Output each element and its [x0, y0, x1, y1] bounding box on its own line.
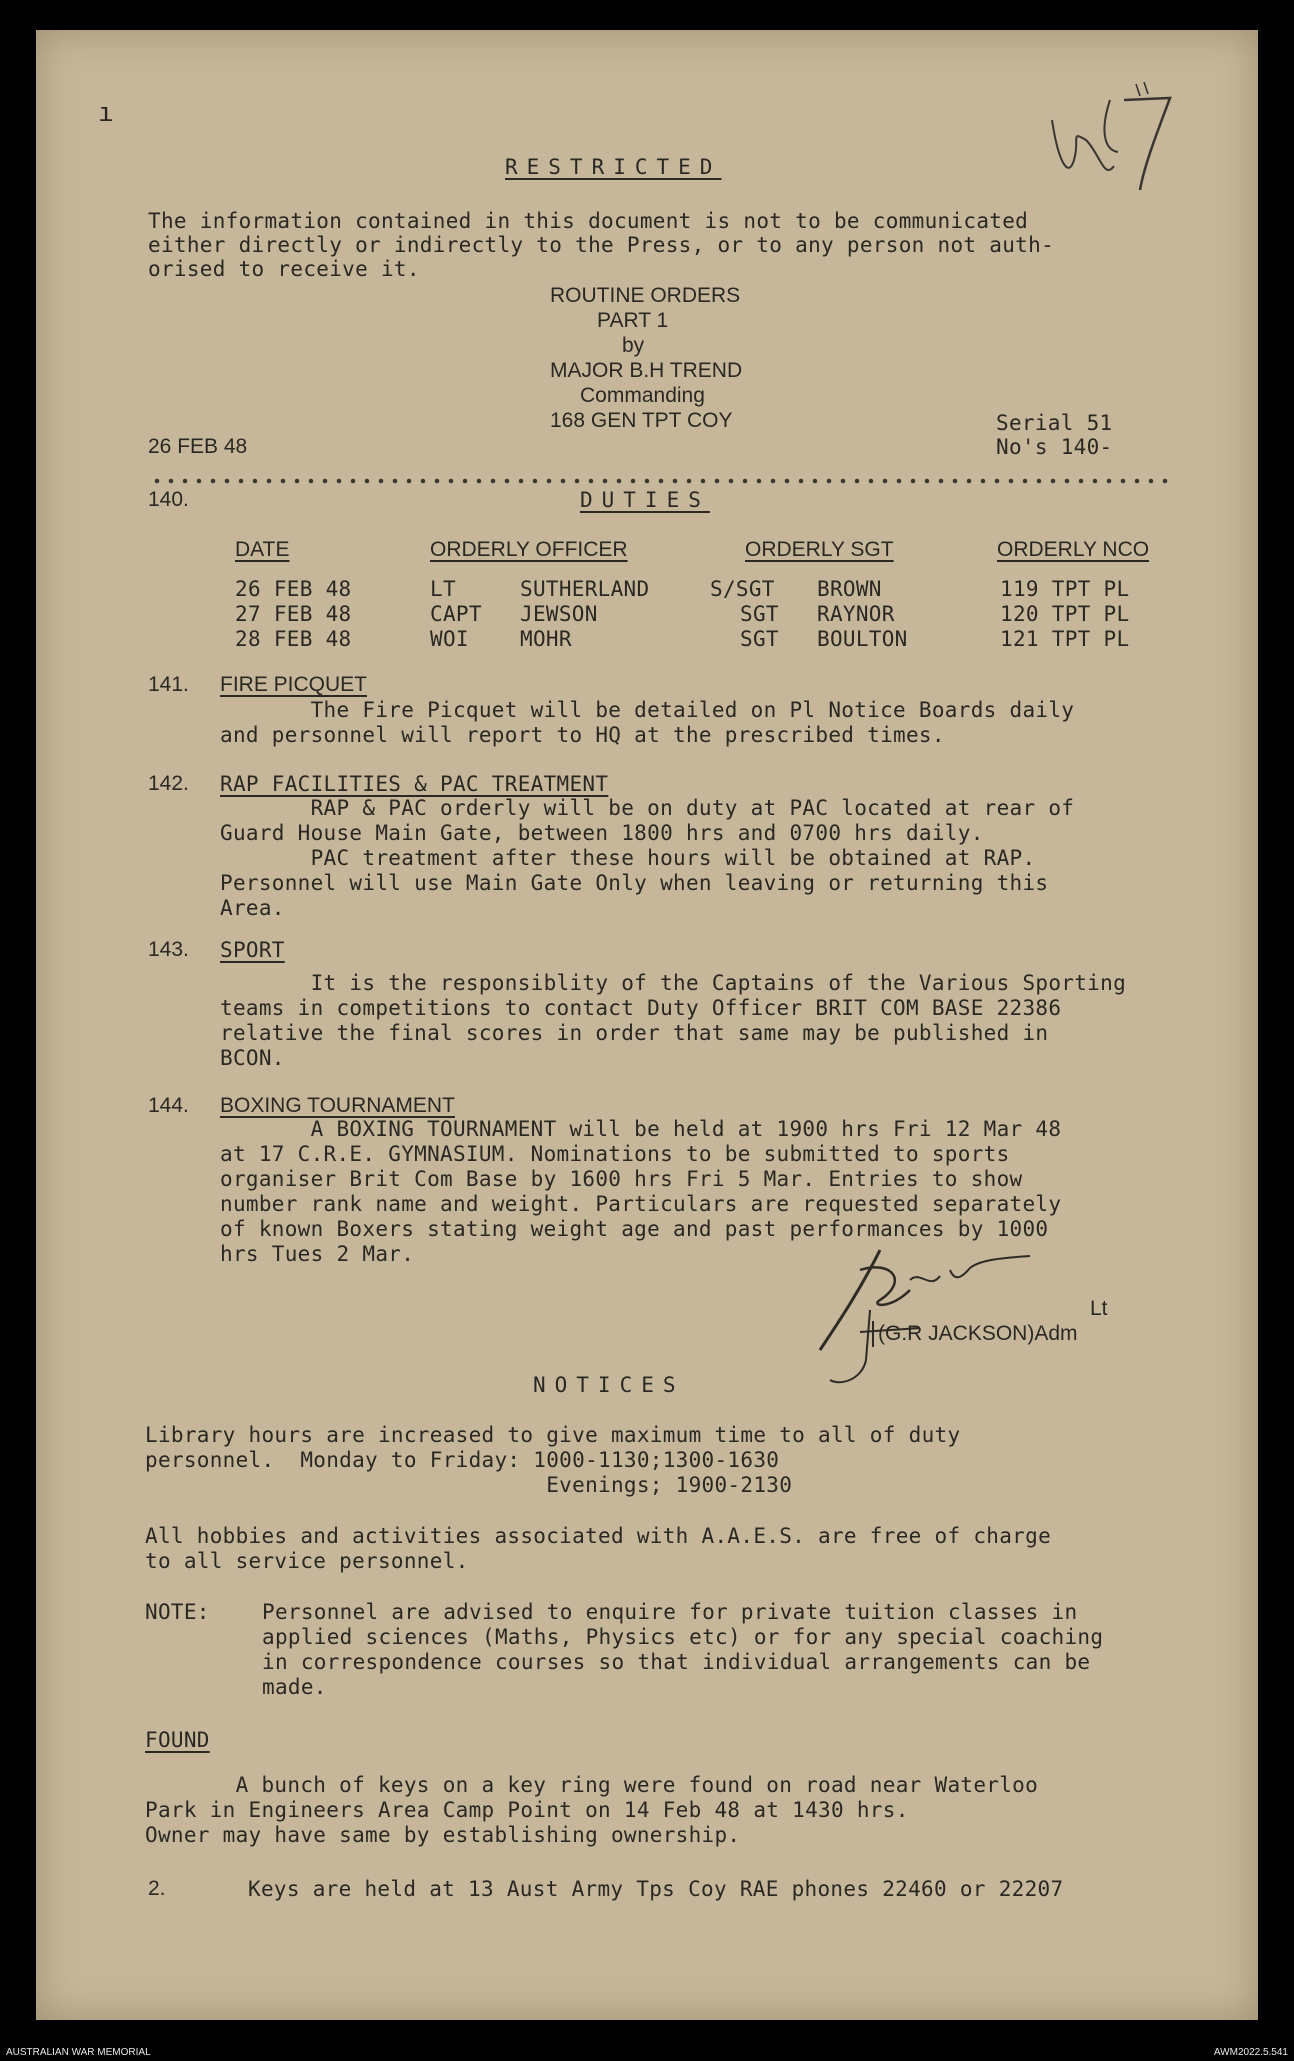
- archive-reference: AWM2022.5.541: [1213, 2047, 1288, 2058]
- item-number: 144.: [148, 1094, 189, 1117]
- item-line: organiser Brit Com Base by 1600 hrs Fri 5 Mar. Entries to show: [220, 1167, 1023, 1191]
- title-line-5: Commanding: [580, 384, 705, 407]
- item-title: FIRE PICQUET: [220, 673, 368, 696]
- serial-number: Serial 51: [996, 411, 1113, 435]
- duties-heading: DUTIES: [580, 488, 710, 512]
- found-line-1: A bunch of keys on a key ring were found on road near Waterloo: [145, 1773, 1039, 1797]
- item-line: A BOXING TOURNAMENT will be held at 1900 hrs Fri 12 Mar 48: [220, 1117, 1062, 1141]
- item-line: of known Boxers stating weight age and past performances by 1000: [220, 1217, 1049, 1241]
- item-number: 142.: [148, 772, 189, 795]
- margin-mark: ı: [98, 98, 114, 128]
- found-item2-line: Keys are held at 13 Aust Army Tps Coy RAE phones 22460 or 22207: [248, 1877, 1064, 1901]
- duty-nco: 119 TPT PL: [1000, 577, 1130, 601]
- intro-line-1: The information contained in this document is not to be communicated: [148, 209, 1029, 233]
- intro-line-2: either directly or indirectly to the Press, or to any person not auth-: [148, 233, 1055, 257]
- duties-number: 140.: [148, 488, 189, 511]
- title-line-1: ROUTINE ORDERS: [550, 284, 741, 307]
- item-line: Guard House Main Gate, between 1800 hrs and 0700 hrs daily.: [220, 821, 984, 845]
- item-line: RAP & PAC orderly will be on duty at PAC located at rear of: [220, 796, 1075, 820]
- duty-officer-name: SUTHERLAND: [520, 577, 650, 601]
- item-line: hrs Tues 2 Mar.: [220, 1242, 415, 1266]
- note-label: NOTE:: [145, 1600, 210, 1624]
- duty-sgt-name: RAYNOR: [817, 602, 895, 626]
- signature-name: (G.R JACKSON)Adm: [872, 1321, 1078, 1347]
- order-numbers: No's 140-: [996, 435, 1113, 459]
- item-line: The Fire Picquet will be detailed on Pl Notice Boards daily: [220, 698, 1075, 722]
- library-line-2: personnel. Monday to Friday: 1000-1130;1300-1630: [145, 1448, 780, 1472]
- duty-officer-rank: WOI: [430, 627, 469, 651]
- title-line-2: PART 1: [597, 309, 669, 332]
- col-orderly-officer: ORDERLY OFFICER: [430, 538, 628, 561]
- item-title: BOXING TOURNAMENT: [220, 1094, 455, 1117]
- duty-nco: 121 TPT PL: [1000, 627, 1130, 651]
- archive-credit: AUSTRALIAN WAR MEMORIAL: [6, 2047, 151, 2058]
- duty-nco: 120 TPT PL: [1000, 602, 1130, 626]
- col-date: DATE: [235, 538, 290, 561]
- dotted-divider: [150, 478, 1170, 484]
- item-line: BCON.: [220, 1046, 285, 1070]
- duty-sgt-rank: SGT: [740, 627, 779, 651]
- item-line: at 17 C.R.E. GYMNASIUM. Nominations to be submitted to sports: [220, 1142, 1010, 1166]
- duty-officer-rank: LT: [430, 577, 456, 601]
- handwritten-signature: [800, 1240, 1060, 1390]
- item-line: It is the responsiblity of the Captains of the Various Sporting: [220, 971, 1127, 995]
- duty-sgt-rank: SGT: [740, 602, 779, 626]
- item-number: 143.: [148, 938, 189, 961]
- item-title: SPORT: [220, 938, 285, 962]
- item-line: relative the final scores in order that same may be published in: [220, 1021, 1049, 1045]
- library-line-3: Evenings; 1900-2130: [145, 1473, 793, 1497]
- note-line-2: applied sciences (Maths, Physics etc) or for any special coaching: [262, 1625, 1104, 1649]
- duty-sgt-name: BROWN: [817, 577, 882, 601]
- item-line: number rank name and weight. Particulars are requested separately: [220, 1192, 1062, 1216]
- library-line-1: Library hours are increased to give maximum time to all of duty: [145, 1423, 961, 1447]
- item-line: Area.: [220, 896, 285, 920]
- title-line-4: MAJOR B.H TREND: [550, 359, 743, 382]
- duty-officer-name: MOHR: [520, 627, 572, 651]
- hobbies-line-1: All hobbies and activities associated with A.A.E.S. are free of charge: [145, 1524, 1052, 1548]
- note-line-1: Personnel are advised to enquire for private tuition classes in: [262, 1600, 1078, 1624]
- item-title: RAP FACILITIES & PAC TREATMENT: [220, 772, 609, 796]
- note-line-3: in correspondence courses so that individual arrangements can be: [262, 1650, 1091, 1674]
- col-orderly-nco: ORDERLY NCO: [997, 538, 1150, 561]
- note-line-4: made.: [262, 1675, 327, 1699]
- hobbies-line-2: to all service personnel.: [145, 1549, 469, 1573]
- duty-date: 26 FEB 48: [235, 577, 352, 601]
- item-line: Personnel will use Main Gate Only when leaving or returning this: [220, 871, 1049, 895]
- duty-date: 28 FEB 48: [235, 627, 352, 651]
- item-line: teams in competitions to contact Duty Officer BRIT COM BASE 22386: [220, 996, 1062, 1020]
- found-line-2: Park in Engineers Area Camp Point on 14 Feb 48 at 1430 hrs.: [145, 1798, 909, 1822]
- item-line: PAC treatment after these hours will be obtained at RAP.: [220, 846, 1036, 870]
- title-line-6: 168 GEN TPT COY: [550, 409, 733, 432]
- item-line: and personnel will report to HQ at the prescribed times.: [220, 723, 945, 747]
- duty-sgt-name: BOULTON: [817, 627, 908, 651]
- found-item2-number: 2.: [148, 1877, 166, 1900]
- duty-officer-rank: CAPT: [430, 602, 482, 626]
- duty-date: 27 FEB 48: [235, 602, 352, 626]
- intro-line-3: orised to receive it.: [148, 257, 420, 281]
- restricted-heading: RESTRICTED: [505, 155, 722, 179]
- order-date: 26 FEB 48: [148, 435, 248, 458]
- col-orderly-sgt: ORDERLY SGT: [745, 538, 894, 561]
- duty-officer-name: JEWSON: [520, 602, 598, 626]
- item-number: 141.: [148, 673, 189, 696]
- signature-rank: Lt: [1090, 1297, 1108, 1320]
- handwritten-annotation: [1040, 70, 1190, 200]
- title-line-3: by: [622, 334, 645, 357]
- found-line-3: Owner may have same by establishing ownership.: [145, 1823, 741, 1847]
- found-heading: FOUND: [145, 1728, 210, 1752]
- notices-heading: NOTICES: [533, 1373, 685, 1397]
- duty-sgt-rank: S/SGT: [710, 577, 775, 601]
